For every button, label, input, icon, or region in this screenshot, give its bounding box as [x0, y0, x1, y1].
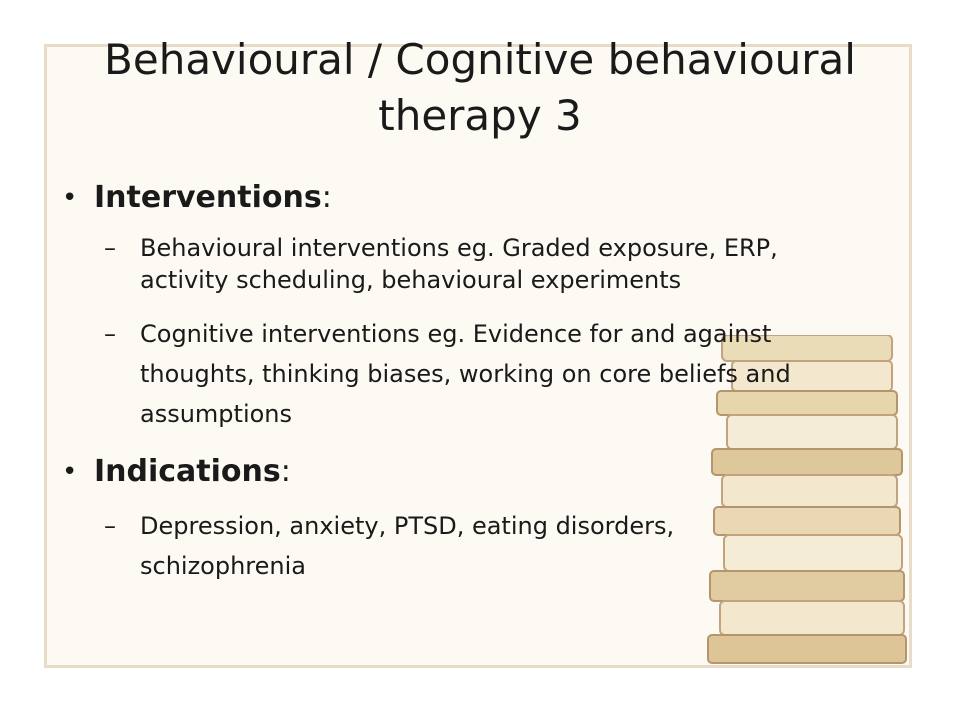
bullet-indications: [60, 452, 840, 492]
dash-icon: –: [104, 234, 116, 262]
subitem-cognitive-interventions: [60, 314, 840, 434]
subitem-text: Behavioural interventions eg. Graded exposure, ERP, activity scheduling, behavioural experiments: [140, 234, 778, 294]
bullet-label: Interventions: [94, 180, 322, 215]
subitem-behavioural-interventions: [60, 232, 840, 296]
slide-content: [60, 178, 840, 604]
bullet-icon: •: [62, 457, 78, 487]
dash-icon: –: [104, 320, 116, 348]
bullet-icon: •: [62, 183, 78, 213]
dash-icon: –: [104, 512, 116, 540]
slide-title: Behavioural / Cognitive behavioural therapy 3: [104, 35, 856, 140]
bullet-suffix: :: [321, 180, 332, 215]
bullet-suffix: :: [280, 454, 291, 489]
subitem-indications-list: [60, 506, 840, 586]
bullet-interventions: [60, 178, 840, 218]
subitem-text: Depression, anxiety, PTSD, eating disorders, schizophrenia: [140, 512, 675, 580]
bullet-label: Indications: [94, 454, 281, 489]
subitem-text: Cognitive interventions eg. Evidence for and against thoughts, thinking biases, working on core beliefs and assumptions: [140, 320, 791, 428]
